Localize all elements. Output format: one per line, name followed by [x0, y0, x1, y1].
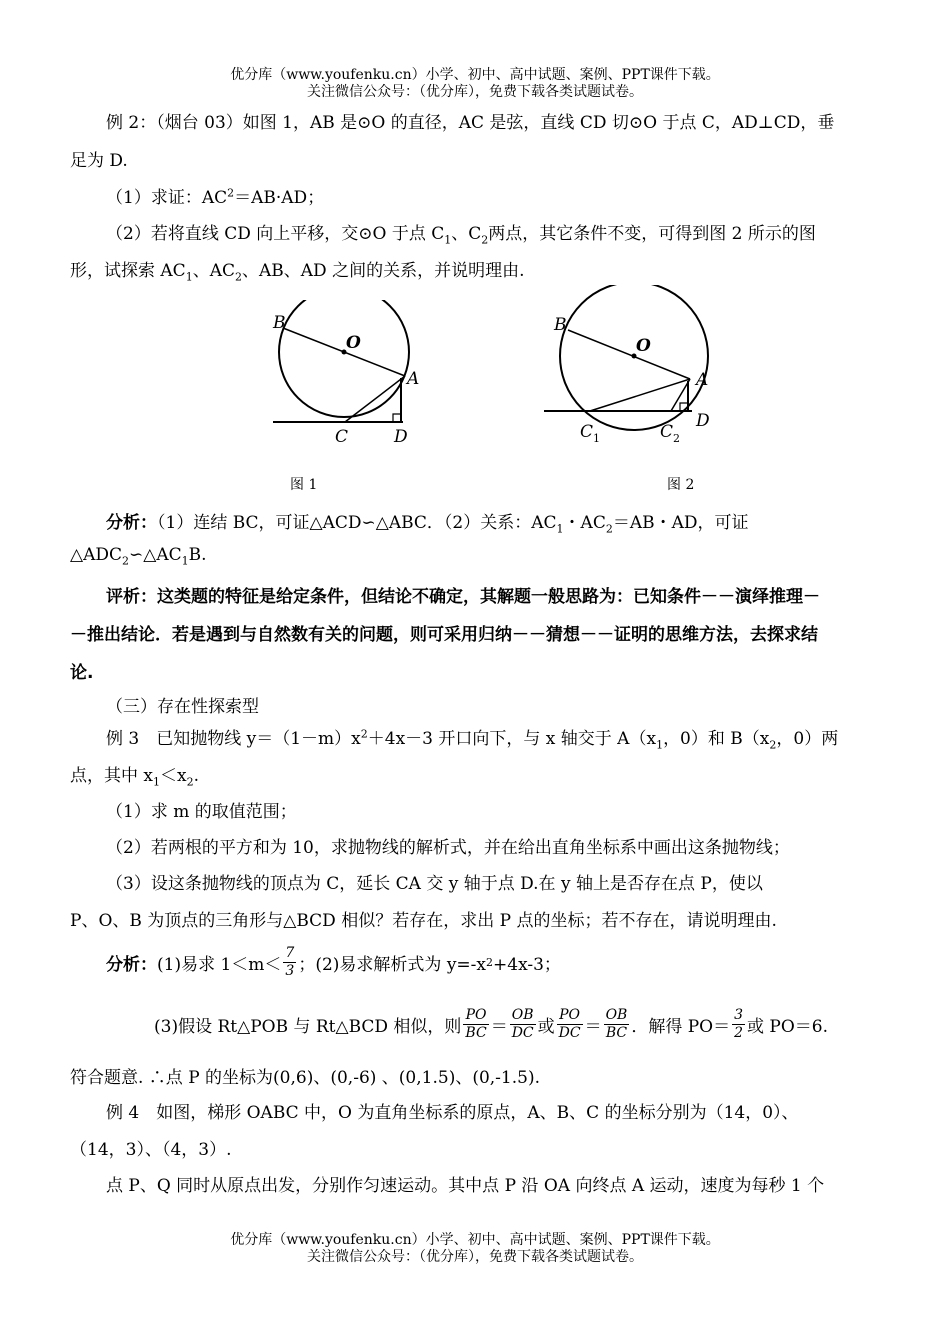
- example3-line2: [70, 761, 199, 788]
- example3-line1: [106, 724, 838, 751]
- page-header-line2: 关注微信公众号：（优分库），免费下载各类试题试卷。: [307, 84, 643, 100]
- subscript: 1: [556, 522, 564, 536]
- subscript: 1: [185, 270, 193, 284]
- text: （2）若将直线 CD 向上平移，交⊙O 于点 C: [106, 224, 445, 244]
- text: ∽△AC: [129, 545, 182, 565]
- text: 形，试探索 AC: [70, 261, 186, 281]
- text: ；(2)易求解析式为 y=-x: [298, 954, 487, 975]
- text: （1）求证：AC: [106, 188, 228, 208]
- comment-line1: 评析：这类题的特征是给定条件，但结论不确定，其解题一般思路为：已知条件－－演绎推理－: [106, 587, 820, 607]
- text: 例 3 已知抛物线 y＝（1－m）x: [106, 729, 361, 749]
- analysis-label: 分析：: [106, 513, 157, 533]
- figure-2: [540, 285, 730, 450]
- figure-2-caption: 图 2: [667, 477, 695, 493]
- label-a: A: [407, 369, 420, 389]
- example3-question3-line2: P、O、B 为顶点的三角形与△BCD 相似？若存在，求出 P 点的坐标；若不存在，请说明理由.: [70, 911, 777, 931]
- text: ・AC: [563, 513, 606, 533]
- example4-line2: （14，3）、（4，3）.: [70, 1140, 232, 1160]
- analysis3-line2: [154, 1002, 828, 1046]
- analysis2-line1: [106, 508, 749, 535]
- numerator: PO: [557, 1007, 583, 1025]
- chord-ac1: [590, 379, 690, 411]
- page-header-line1: 优分库（www.youfenku.cn）小学、初中、高中试题、案例、PPT课件下载。: [230, 67, 720, 83]
- denominator: BC: [605, 1024, 628, 1041]
- denominator: 3: [285, 962, 295, 979]
- example4-line1: 例 4 如图，梯形 OABC 中，O 为直角坐标系的原点，A、B、C 的坐标分别为（14，0）、: [106, 1103, 799, 1123]
- text: △ADC: [70, 545, 122, 565]
- figure-1: [265, 300, 425, 450]
- analysis3-line3: 符合题意. ∴点 P 的坐标为(0,6)、(0,-6) 、(0,1.5)、(0,-1.5).: [70, 1068, 540, 1088]
- label-b: B: [273, 313, 286, 333]
- section3-title: （三）存在性探索型: [106, 697, 259, 717]
- superscript: 2: [486, 955, 494, 969]
- example3-question2: （2）若两根的平方和为 10，求抛物线的解析式，并在给出直角坐标系中画出这条抛物线；: [106, 838, 790, 858]
- numerator: OB: [605, 1006, 628, 1023]
- subscript: 1: [656, 738, 664, 752]
- subscript: 2: [481, 233, 489, 247]
- text: （1）连结 BC，可证△ACD∽△ABC．（2）关系：AC: [157, 513, 557, 533]
- label-b: B: [554, 315, 567, 335]
- label-c1: C: [580, 422, 594, 442]
- example2-question2-line1: [106, 219, 816, 246]
- example4-line3: 点 P、Q 同时从原点出发，分别作匀速运动。其中点 P 沿 OA 向终点 A 运动，速度为每秒 1 个: [106, 1176, 825, 1196]
- text: 、AC: [192, 261, 235, 281]
- numerator: OB: [510, 1007, 536, 1025]
- subscript: 1: [153, 775, 160, 789]
- label-d: D: [696, 411, 710, 431]
- fraction-po-dc: [557, 1007, 583, 1042]
- text: (3)假设 Rt△POB 与 Rt△BCD 相似，则: [154, 1016, 462, 1037]
- superscript: 2: [227, 186, 235, 200]
- subscript: 2: [235, 270, 242, 284]
- text: 两点，其它条件不变，可得到图 2 所示的图: [488, 224, 816, 244]
- fraction-3-2: [732, 1007, 745, 1042]
- example2-line2: 足为 D.: [70, 151, 128, 171]
- text: 、AB、AD 之间的关系，并说明理由.: [242, 261, 525, 281]
- text: (1)易求 1＜m＜: [157, 954, 282, 975]
- text: 或 PO＝6.: [747, 1016, 829, 1037]
- comment-line3: 论.: [70, 663, 94, 683]
- subscript: 2: [605, 522, 613, 536]
- label-a: A: [696, 370, 709, 390]
- equals: ＝: [490, 1016, 508, 1037]
- text: ．解得 PO＝: [631, 1016, 731, 1037]
- circle-o: [279, 300, 409, 417]
- text: 点，其中 x: [70, 766, 153, 786]
- example2-line1: 例 2：（烟台 03）如图 1，AB 是⊙O 的直径，AC 是弦，直线 CD 切⊙O 于点 C，AD⊥CD，垂: [106, 113, 835, 133]
- figure-1-caption: 图 1: [290, 477, 318, 493]
- chord-ac: [345, 376, 405, 422]
- comment-line2: －推出结论．若是遇到与自然数有关的问题，则可采用归纳－－猜想－－证明的思维方法，去探求结: [70, 625, 818, 645]
- fraction-ob-bc: [604, 1007, 630, 1042]
- analysis2-line2: [70, 545, 207, 567]
- equals: ＝: [584, 1016, 602, 1037]
- right-angle-mark: [393, 414, 401, 422]
- text: ＋4x－3 开口向下，与 x 轴交于 A（x: [367, 729, 657, 749]
- text: ，0）两: [776, 729, 839, 749]
- label-c2-subscript: 2: [673, 432, 680, 445]
- text: ＜x: [160, 766, 187, 786]
- label-c: C: [335, 427, 349, 447]
- text: +4x-3；: [493, 954, 561, 975]
- example2-question2-line2: [70, 256, 524, 283]
- fraction-ob-dc: [510, 1007, 536, 1042]
- text: 、C: [451, 224, 482, 244]
- text: .: [193, 766, 199, 786]
- example2-question1: [106, 183, 324, 208]
- subscript: 2: [186, 775, 194, 789]
- label-o: O: [346, 333, 361, 353]
- text: ＝AB・AD，可证: [612, 513, 749, 533]
- fraction-7-3: [283, 945, 296, 980]
- or: 或: [537, 1016, 555, 1037]
- example3-question1: （1）求 m 的取值范围；: [106, 802, 297, 822]
- subscript: 1: [181, 554, 189, 568]
- diameter-ab: [568, 330, 690, 379]
- analysis-label: 分析：: [106, 954, 157, 975]
- example3-question3-line1: （3）设这条抛物线的顶点为 C，延长 CA 交 y 轴于点 D.在 y 轴上是否存在点 P，使以: [106, 874, 763, 894]
- label-c1-subscript: 1: [593, 432, 600, 445]
- text: B.: [188, 545, 207, 565]
- label-o: O: [636, 336, 651, 356]
- label-d: D: [394, 427, 408, 447]
- page-footer-line2: 关注微信公众号：（优分库），免费下载各类试题试卷。: [307, 1249, 643, 1265]
- denominator: DC: [511, 1024, 534, 1041]
- text: ，0）和 B（x: [663, 729, 770, 749]
- superscript: 2: [360, 727, 368, 741]
- analysis3-line1: [106, 942, 561, 982]
- page-footer-line1: 优分库（www.youfenku.cn）小学、初中、高中试题、案例、PPT课件下载。: [230, 1232, 720, 1248]
- denominator: 2: [734, 1024, 744, 1041]
- numerator: PO: [463, 1007, 488, 1025]
- subscript: 2: [122, 554, 129, 568]
- fraction-po-bc: [463, 1007, 488, 1042]
- subscript: 2: [769, 738, 777, 752]
- numerator: 7: [285, 944, 295, 961]
- label-c2: C: [660, 422, 674, 442]
- text: ＝AB·AD；: [234, 188, 325, 208]
- subscript: 1: [444, 233, 452, 247]
- denominator: BC: [465, 1024, 487, 1041]
- denominator: DC: [558, 1024, 581, 1041]
- numerator: 3: [734, 1006, 744, 1023]
